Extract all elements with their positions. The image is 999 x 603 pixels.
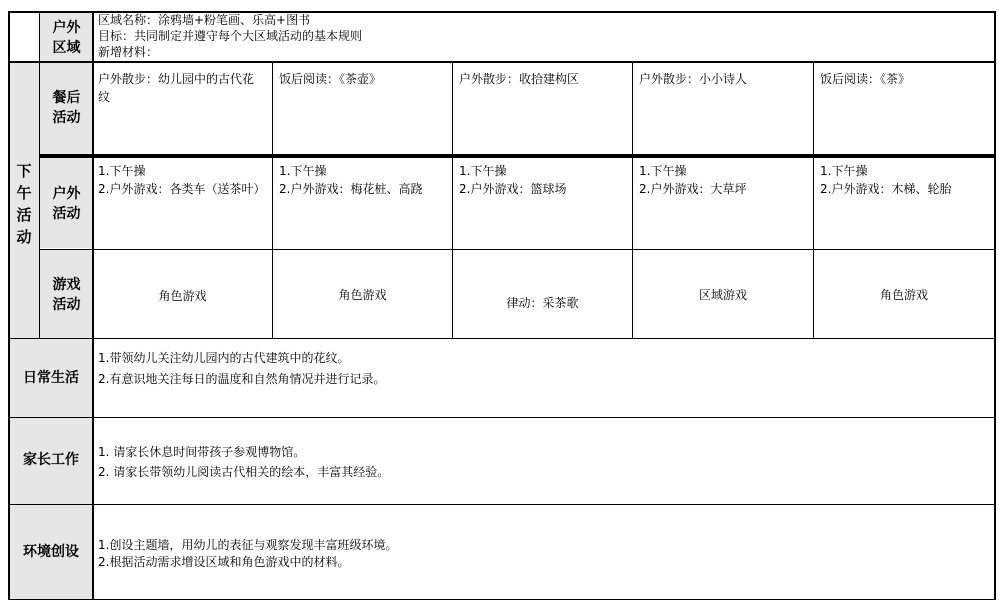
area-name-text: 区域名称：涂鸦墙+粉笔画、乐高+图书 <box>98 13 311 27</box>
after-meal-cell-fri: 饭后阅读：《茶》 <box>820 72 911 86</box>
outdoor-cell-thu: 1.下午操 2.户外游戏：大草坪 <box>639 164 747 196</box>
environment-item-1: 1.创设主题墙，用幼儿的表征与观察发现丰富班级环境。 <box>98 538 398 552</box>
outdoor-cell-mon: 1.下午操 2.户外游戏：各类车（送茶叶） <box>98 164 266 196</box>
outdoor-area-label: 户外 区域 <box>52 20 81 56</box>
games-cell-thu: 区域游戏 <box>698 288 747 302</box>
row-divider <box>8 61 995 63</box>
after-meal-cell-mon: 户外散步：幼儿园中的古代花 纹 <box>98 72 255 104</box>
table-border-left <box>8 11 10 600</box>
daily-life-label: 日常生活 <box>23 370 79 386</box>
outdoor-activity-label: 户外 活动 <box>52 186 81 222</box>
row-divider <box>8 504 995 505</box>
after-meal-cell-wed: 户外散步：收拾建构区 <box>459 72 580 86</box>
afternoon-activity-label: 下 午 活 动 <box>16 162 32 246</box>
parent-work-item-2: 2. 请家长带领幼儿阅读古代相关的绘本，丰富其经验。 <box>98 465 390 479</box>
environment-item-2: 2.根据活动需求增设区域和角色游戏中的材料。 <box>98 555 350 569</box>
after-meal-label: 餐后 活动 <box>52 90 81 126</box>
games-label: 游戏 活动 <box>52 277 81 313</box>
games-cell-tue: 角色游戏 <box>338 288 387 302</box>
environment-label: 环境创设 <box>23 544 79 560</box>
row-divider-thick <box>40 154 995 158</box>
parent-work-item-1: 1. 请家长休息时间带孩子参观博物馆。 <box>98 445 306 459</box>
after-meal-cell-thu: 户外散步：小小诗人 <box>639 72 748 86</box>
outdoor-cell-fri: 1.下午操 2.户外游戏：木梯、轮胎 <box>820 164 952 196</box>
games-cell-mon: 角色游戏 <box>158 289 207 303</box>
daily-life-item-1: 1.带领幼儿关注幼儿园内的古代建筑中的花纹。 <box>98 351 350 365</box>
table-border-right <box>994 11 996 600</box>
games-cell-wed: 律动：采茶歌 <box>506 296 579 310</box>
goal-text: 目标：共同制定并遵守每个大区域活动的基本规则 <box>98 29 363 43</box>
outdoor-cell-tue: 1.下午操 2.户外游戏：梅花桩、高跷 <box>279 164 423 196</box>
games-cell-fri: 角色游戏 <box>879 288 928 302</box>
row-divider <box>8 338 995 339</box>
table-border-bottom <box>8 599 995 600</box>
new-materials-text: 新增材料： <box>98 45 159 59</box>
row-divider <box>40 249 995 250</box>
parent-work-label: 家长工作 <box>23 452 79 468</box>
outdoor-cell-wed: 1.下午操 2.户外游戏：篮球场 <box>459 164 567 196</box>
daily-life-item-2: 2.有意识地关注每日的温度和自然角情况并进行记录。 <box>98 372 386 386</box>
after-meal-cell-tue: 饭后阅读：《茶壶》 <box>279 72 382 86</box>
row-divider <box>8 417 995 418</box>
